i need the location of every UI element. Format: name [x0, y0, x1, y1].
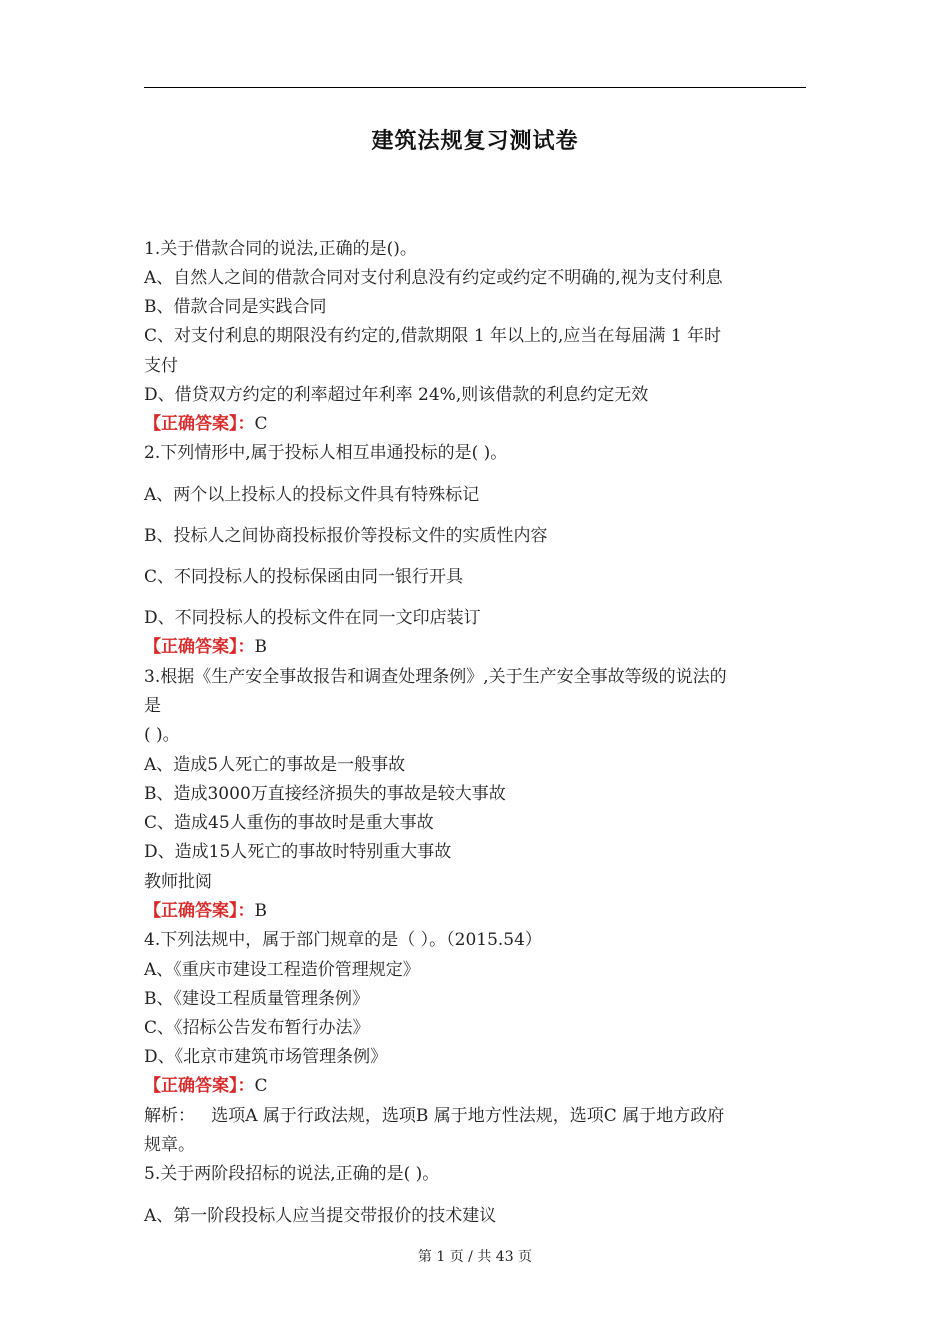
question-2-stem: 2.下列情形中,属于投标人相互串通投标的是( )。 [144, 443, 508, 463]
question-1-option-d: D、借贷双方约定的利率超过年利率 24%,则该借款的利息约定无效 [144, 385, 649, 405]
question-3-option-a: A、造成5人死亡的事故是一般事故 [144, 755, 406, 775]
answer-value: B [254, 637, 267, 657]
question-4-answer [144, 1075, 814, 1097]
page-footer: 第 1 页 / 共 43 页 [417, 1249, 533, 1265]
question-3-option-b: B、造成3000万直接经济损失的事故是较大事故 [144, 784, 506, 804]
question-3-note: 教师批阅 [144, 872, 212, 892]
question-4-option-b: B、《建设工程质量管理条例》 [144, 989, 369, 1009]
question-2-option-b: B、投标人之间协商投标报价等投标文件的实质性内容 [144, 526, 548, 546]
answer-label: 【正确答案】： [144, 637, 255, 657]
question-3-answer [144, 900, 814, 922]
answer-value: C [254, 1076, 268, 1096]
answer-value: B [254, 901, 267, 921]
answer-label: 【正确答案】： [144, 1076, 255, 1096]
question-3-option-c: C、造成45人重伤的事故时是重大事故 [144, 813, 434, 833]
question-1-option-a: A、自然人之间的借款合同对支付利息没有约定或约定不明确的,视为支付利息 [144, 268, 723, 288]
question-4-option-d: D、《北京市建筑市场管理条例》 [144, 1047, 388, 1067]
question-3-stem-paren: ( )。 [144, 725, 180, 745]
question-4-analysis-cont: 规章。 [144, 1135, 195, 1155]
question-1-option-c: C、对支付利息的期限没有约定的,借款期限 1 年以上的,应当在每届满 1 年时 [144, 326, 722, 346]
question-5-option-a: A、第一阶段投标人应当提交带报价的技术建议 [144, 1206, 497, 1226]
answer-label: 【正确答案】： [144, 901, 255, 921]
question-2-option-c: C、不同投标人的投标保函由同一银行开具 [144, 567, 464, 587]
question-1-answer [144, 413, 814, 435]
question-1-option-c-cont: 支付 [144, 356, 178, 376]
question-2-answer [144, 636, 814, 658]
answer-label: 【正确答案】： [144, 414, 255, 434]
question-1-option-b: B、借款合同是实践合同 [144, 297, 327, 317]
question-1-stem: 1.关于借款合同的说法,正确的是()。 [144, 239, 417, 259]
question-4-analysis: 解析： 选项A 属于行政法规，选项B 属于地方性法规，选项C 属于地方政府 [144, 1106, 725, 1126]
page-title: 建筑法规复习测试卷 [371, 129, 579, 154]
answer-value: C [254, 414, 268, 434]
header-rule [144, 87, 806, 88]
question-2-option-d: D、不同投标人的投标文件在同一文印店装订 [144, 608, 481, 628]
question-4-option-a: A、《重庆市建设工程造价管理规定》 [144, 960, 420, 980]
question-3-option-d: D、造成15人死亡的事故时特别重大事故 [144, 842, 452, 862]
question-2-option-a: A、两个以上投标人的投标文件具有特殊标记 [144, 485, 480, 505]
question-4-option-c: C、《招标公告发布暂行办法》 [144, 1018, 370, 1038]
question-3-stem-cont: 是 [144, 696, 161, 716]
question-5-stem: 5.关于两阶段招标的说法,正确的是( )。 [144, 1164, 440, 1184]
question-4-stem: 4.下列法规中，属于部门规章的是（ ）。（2015.54） [144, 930, 542, 950]
question-3-stem: 3.根据《生产安全事故报告和调查处理条例》,关于生产安全事故等级的说法的 [144, 667, 727, 687]
